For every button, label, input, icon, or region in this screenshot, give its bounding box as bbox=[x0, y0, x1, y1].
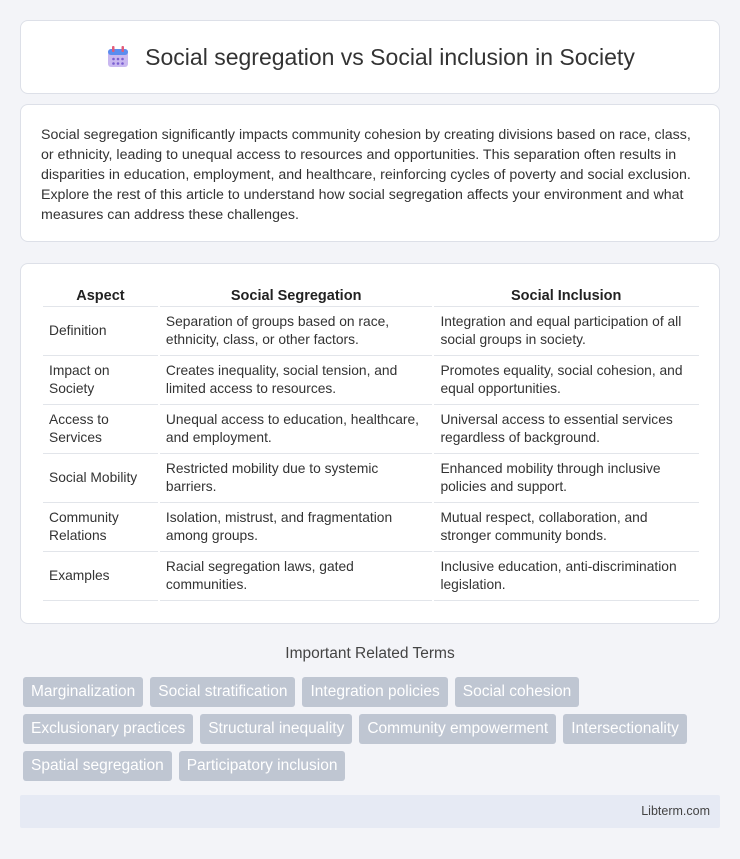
row-segregation: Separation of groups based on race, ethnicity, class, or other factors. bbox=[159, 307, 434, 356]
tag-exclusionary-practices[interactable]: Exclusionary practices bbox=[23, 714, 193, 744]
row-inclusion: Inclusive education, anti-discrimination legislation. bbox=[433, 552, 699, 601]
row-inclusion: Universal access to essential services regardless of background. bbox=[433, 405, 699, 454]
row-aspect: Impact on Society bbox=[42, 356, 159, 405]
row-aspect: Social Mobility bbox=[42, 454, 159, 503]
table-row bbox=[42, 454, 699, 503]
header-aspect: Aspect bbox=[42, 284, 159, 307]
row-segregation: Racial segregation laws, gated communities. bbox=[159, 552, 434, 601]
table-row bbox=[42, 356, 699, 405]
row-segregation: Creates inequality, social tension, and limited access to resources. bbox=[159, 356, 434, 405]
table-header-row bbox=[42, 284, 699, 307]
row-segregation: Isolation, mistrust, and fragmentation among groups. bbox=[159, 503, 434, 552]
intro-paragraph: Social segregation significantly impacts community cohesion by creating divisions based on race, class, or ethnicity, leading to unequal access to resources and opportunities. This separation often results in disparities in education, employment, and healthcare, reinforcing cycles of poverty and social exclusion. Explore the rest of this article to understand how social segregation affects your environment and what measures can address these challenges. bbox=[41, 127, 691, 223]
tag-intersectionality[interactable]: Intersectionality bbox=[563, 714, 687, 744]
row-segregation: Unequal access to education, healthcare, and employment. bbox=[159, 405, 434, 454]
row-aspect: Definition bbox=[42, 307, 159, 356]
related-terms-title: Important Related Terms bbox=[285, 645, 455, 662]
intro-card bbox=[20, 104, 720, 242]
tag-community-empowerment[interactable]: Community empowerment bbox=[359, 714, 556, 744]
tag-integration-policies[interactable]: Integration policies bbox=[302, 677, 447, 707]
footer bbox=[20, 795, 720, 828]
row-inclusion: Promotes equality, social cohesion, and equal opportunities. bbox=[433, 356, 699, 405]
tag-social-cohesion[interactable]: Social cohesion bbox=[455, 677, 580, 707]
tag-structural-inequality[interactable]: Structural inequality bbox=[200, 714, 352, 744]
row-inclusion: Mutual respect, collaboration, and stronger community bonds. bbox=[433, 503, 699, 552]
calendar-icon bbox=[105, 44, 131, 70]
tag-social-stratification[interactable]: Social stratification bbox=[150, 677, 295, 707]
comparison-table-card bbox=[20, 263, 720, 624]
header-social-inclusion: Social Inclusion bbox=[433, 284, 699, 307]
table-row bbox=[42, 503, 699, 552]
footer-site-link[interactable]: Libterm.com bbox=[641, 804, 710, 818]
tag-marginalization[interactable]: Marginalization bbox=[23, 677, 143, 707]
table-row bbox=[42, 405, 699, 454]
tag-participatory-inclusion[interactable]: Participatory inclusion bbox=[179, 751, 346, 781]
row-inclusion: Integration and equal participation of all social groups in society. bbox=[433, 307, 699, 356]
row-inclusion: Enhanced mobility through inclusive policies and support. bbox=[433, 454, 699, 503]
row-aspect: Access to Services bbox=[42, 405, 159, 454]
table-row bbox=[42, 307, 699, 356]
row-aspect: Examples bbox=[42, 552, 159, 601]
page-title: Social segregation vs Social inclusion in Society bbox=[145, 43, 635, 70]
table-row bbox=[42, 552, 699, 601]
comparison-table bbox=[41, 284, 699, 601]
title-card bbox=[20, 20, 720, 94]
related-terms-list bbox=[23, 677, 723, 781]
row-aspect: Community Relations bbox=[42, 503, 159, 552]
row-segregation: Restricted mobility due to systemic barriers. bbox=[159, 454, 434, 503]
header-social-segregation: Social Segregation bbox=[159, 284, 434, 307]
tag-spatial-segregation[interactable]: Spatial segregation bbox=[23, 751, 172, 781]
